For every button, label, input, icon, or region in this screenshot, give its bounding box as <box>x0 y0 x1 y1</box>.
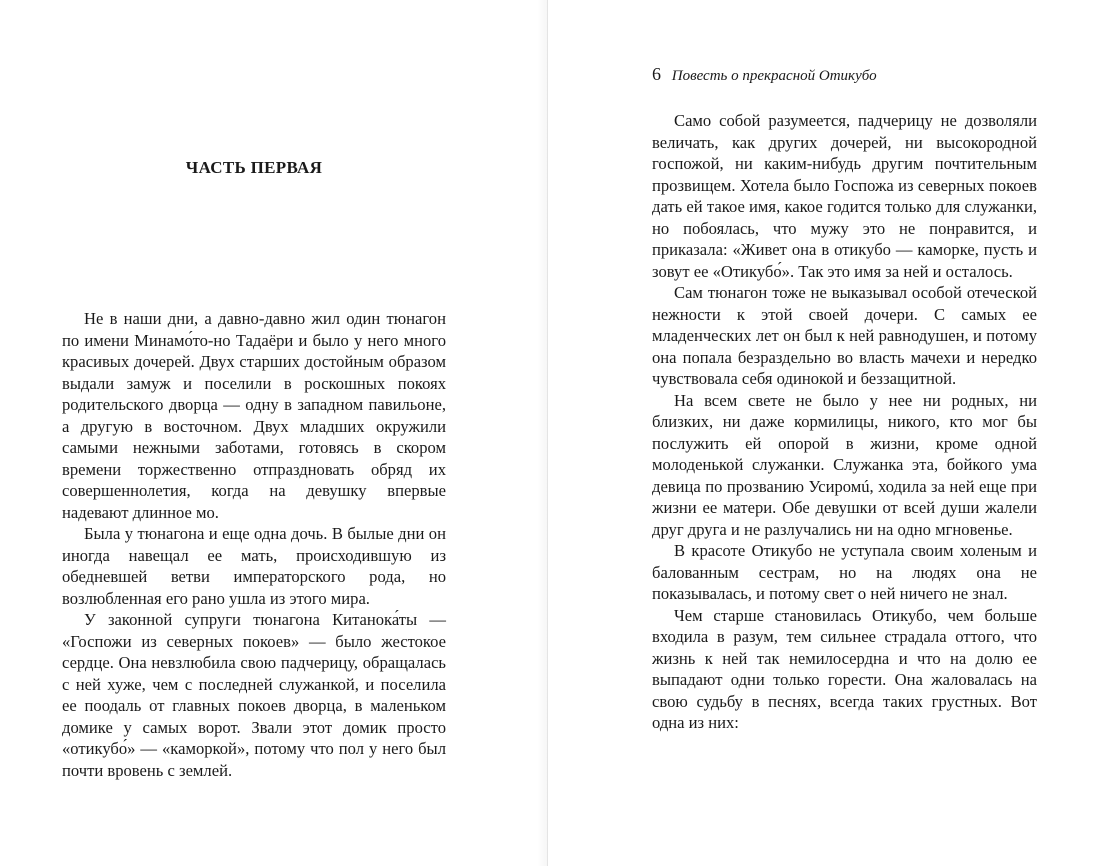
paragraph: У законной супруги тюнагона Китанока́ты — «Госпожи из северных покоев» — было жестокое сердце. Она невзлюбила свою падчерицу, обращалась с ней хуже, чем с последней служанкой, и поселила ее поодаль от главных покоев дворца, в маленьком домике у самых ворот. Звали этот домик просто «отикубо́» — «каморкой», потому что пол у него был почти вровень с землей. <box>62 610 446 780</box>
paragraph: Сам тюнагон тоже не выказывал особой отеческой нежности к этой своей дочери. С самых ее младенческих лет он был к ней равнодушен, и потому она попала безраздельно во власть мачехи и нередко чувствовала себя одинокой и беззащитной. <box>652 283 1037 388</box>
running-title: Повесть о прекрасной Отикубо <box>671 68 877 84</box>
part-title: ЧАСТЬ ПЕРВАЯ <box>185 158 323 177</box>
paragraph: Само собой разумеется, падчерицу не дозволяли величать, как других дочерей, ни высокородной госпожой, ни каким-нибудь другим почтительным прозвищем. Хотела было Госпожа из северных покоев дать ей такое имя, какое годится только для служанки, но побоялась, что мужу это не понравится, и приказала: «Живет она в отикубо — каморке, пусть и зовут ее «Отикубо́». Так это имя за ней и осталось. <box>652 111 1037 281</box>
paragraph: Чем старше становилась Отикубо, чем больше входила в разум, тем сильнее страдала оттого, что жизнь к ней так немилосердна и что на долю ее выпадают одни только горести. Она жаловалась на свою судьбу в песнях, всегда таких грустных. Вот одна из них: <box>652 605 1037 732</box>
page-number: 6 <box>652 64 661 84</box>
paragraph: На всем свете не было у нее ни родных, ни близких, ни даже кормилицы, никого, кто мог бы послужить ей опорой в жизни, кроме одной молоденькой служанки. Служанка эта, бойкого ума девица по прозванию Усиромú, ходила за ней еще при жизни ее матери. Обе девушки от всей души жалели друг друга и не разлучались ни на одно мгновенье. <box>652 390 1037 539</box>
left-page-text <box>62 308 446 781</box>
paragraph: В красоте Отикубо не уступала своим холеным и балованным сестрам, но на людях она не показывалась, и потому свет о ней ничего не знал. <box>652 541 1037 603</box>
right-page <box>548 0 1094 866</box>
gutter-shadow-left <box>537 0 547 866</box>
paragraph: Была у тюнагона и еще одна дочь. В былые дни он иногда навещал ее мать, происходившую из обедневшей ветви императорского рода, но возлюбленная его рано ушла из этого мира. <box>62 524 446 608</box>
running-head <box>652 64 877 85</box>
paragraph: Не в наши дни, а давно-давно жил один тюнагон по имени Минамо́то-но Тадаёри и было у него много красивых дочерей. Двух старших достойным образом выдали замуж и поселили в роскошных покоях родительского дворца — одну в западном павильоне, а другую в восточном. Двух младших окружили самыми нежными заботами, готовясь в скором времени торжественно отпраздновать обряд их совершеннолетия, когда на девушку впервые надевают длинное мо. <box>62 309 446 522</box>
right-page-text <box>652 110 1037 734</box>
